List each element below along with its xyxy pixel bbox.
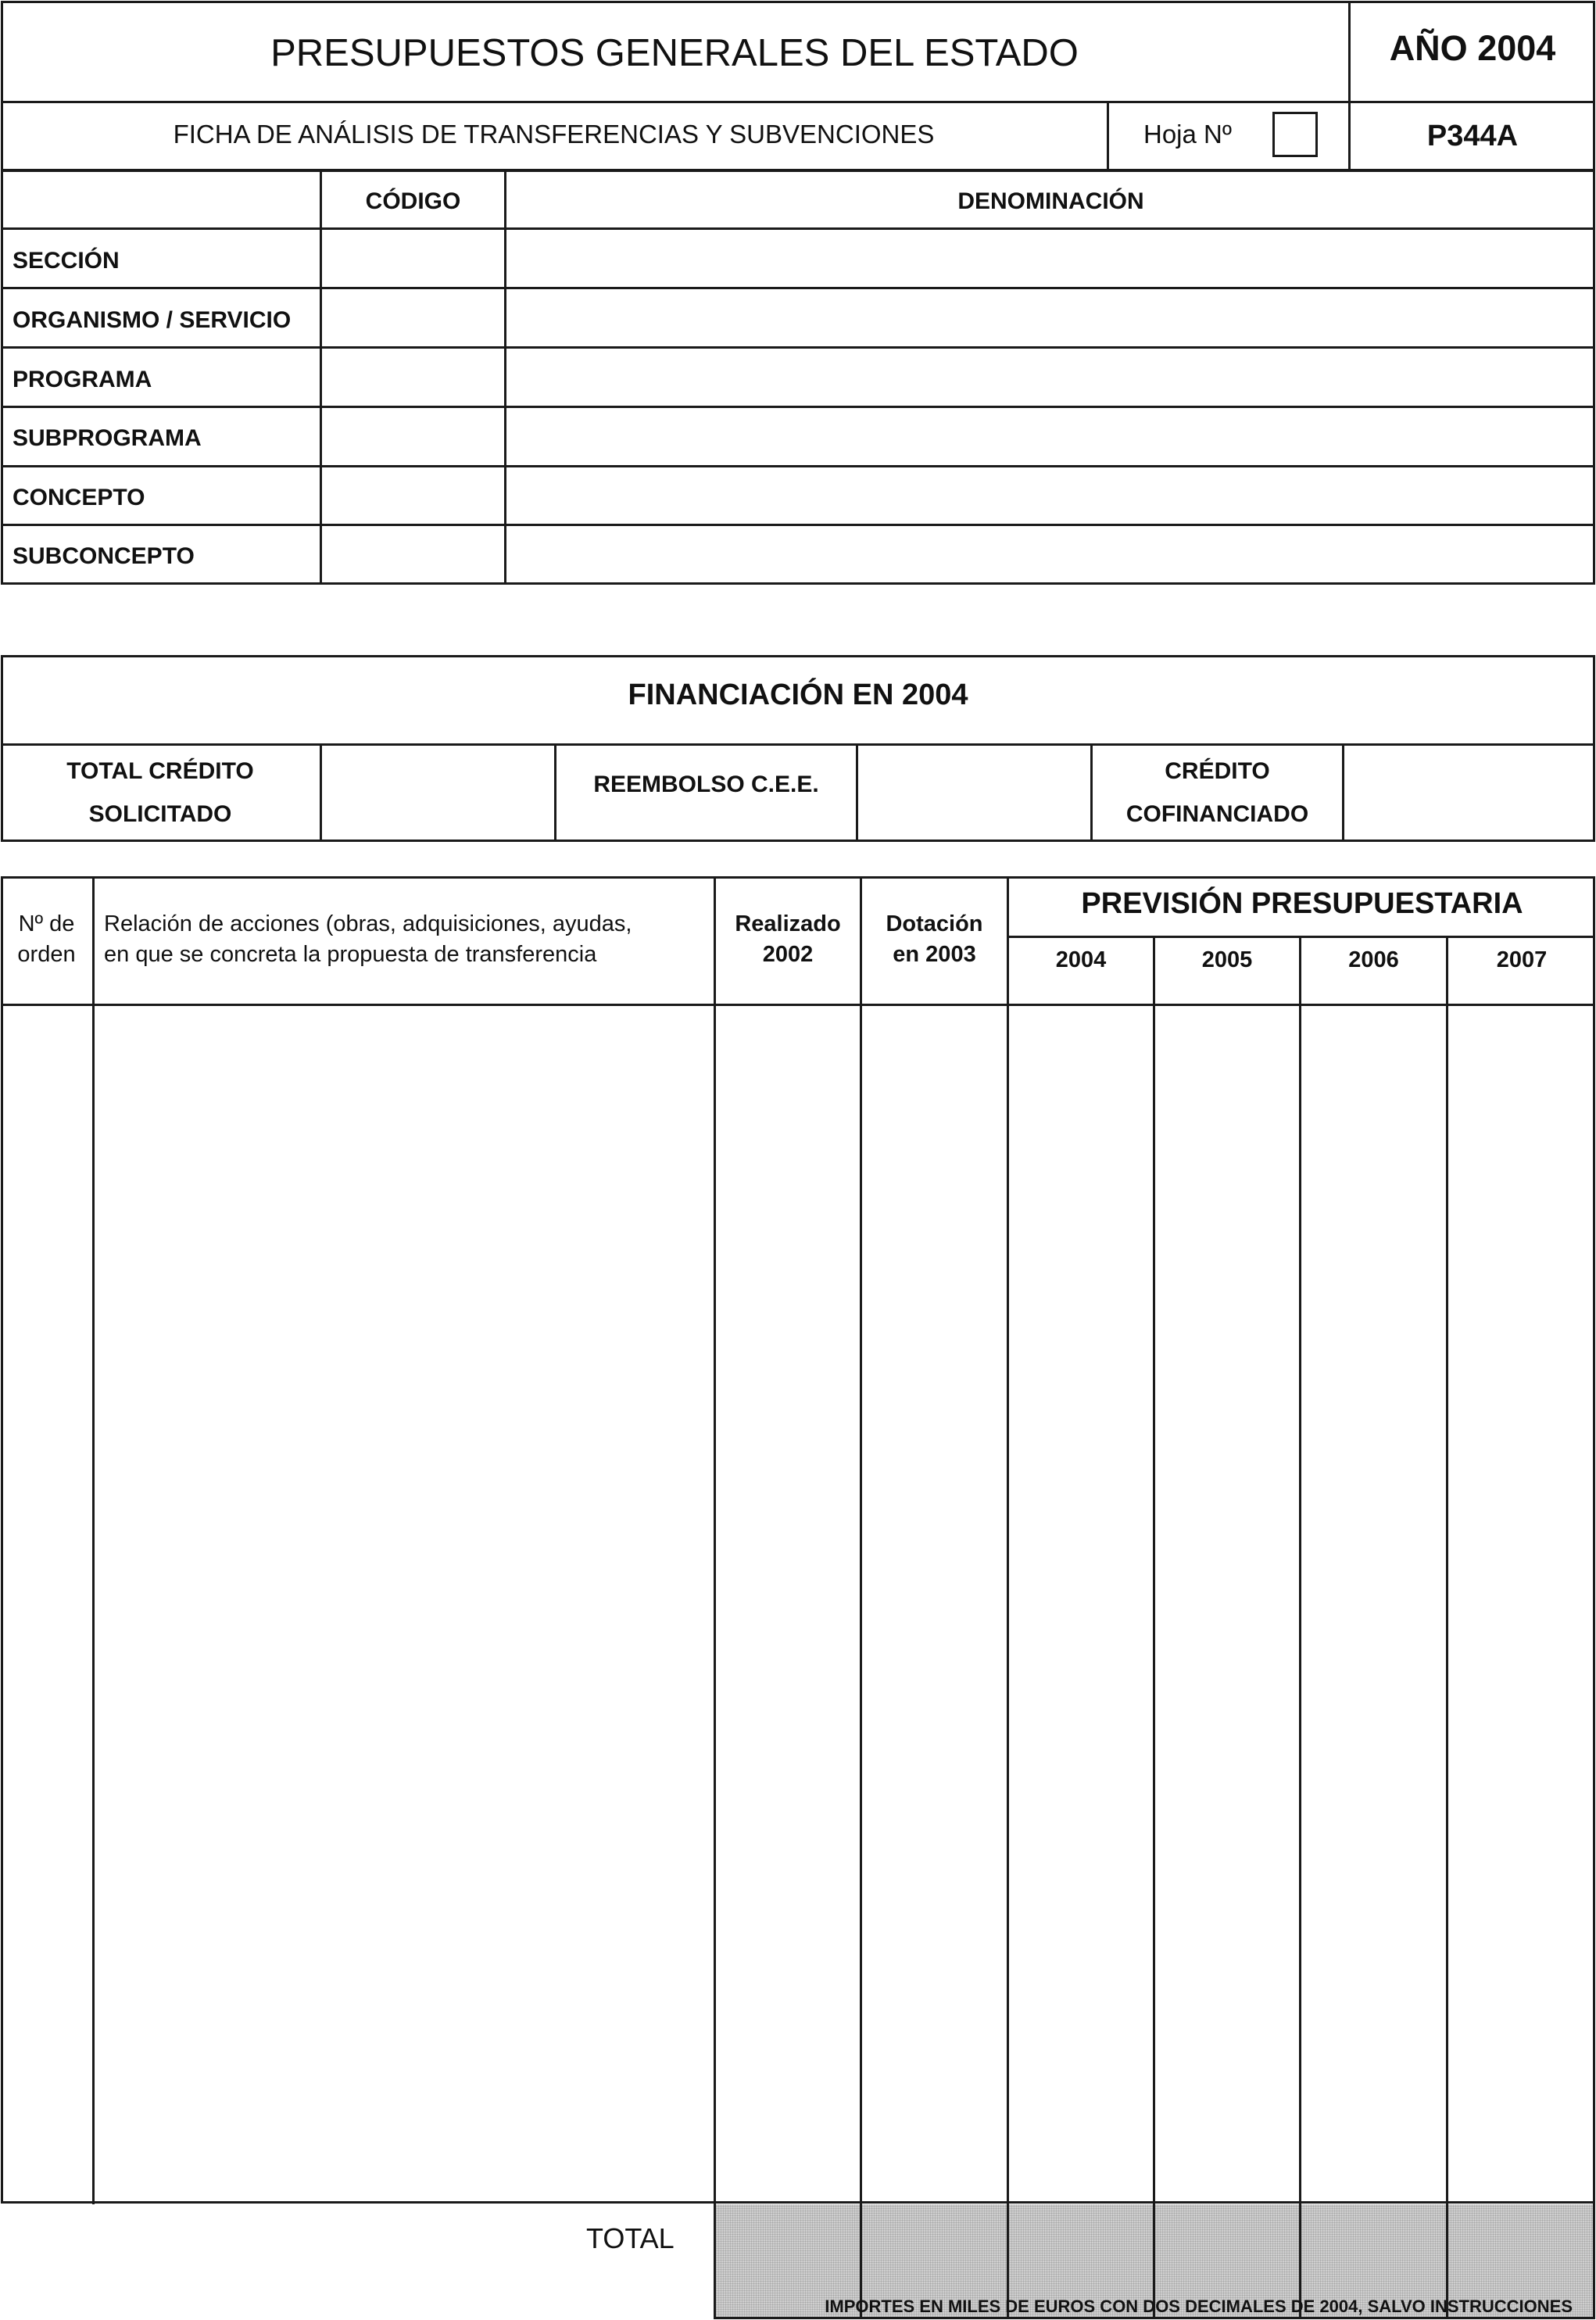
col-header-dotacion-2: en 2003 bbox=[893, 942, 976, 967]
concepto-codigo-field[interactable] bbox=[322, 467, 504, 524]
form-title: PRESUPUESTOS GENERALES DEL ESTADO bbox=[270, 32, 1079, 74]
prevision-title: PREVISIÓN PRESUPUESTARIA bbox=[1081, 887, 1523, 920]
seccion-denominacion-field[interactable] bbox=[506, 230, 1593, 287]
total-credito-field[interactable] bbox=[322, 746, 554, 840]
col-header-relacion-1: Relación de acciones (obras, adquisiciones, ayudas, bbox=[104, 911, 632, 936]
footer-note: IMPORTES EN MILES DE EUROS CON DOS DECIMALES DE 2004, SALVO INSTRUCCIONES bbox=[825, 2297, 1573, 2316]
seccion-codigo-field[interactable] bbox=[322, 230, 504, 287]
col-header-realizado-1: Realizado bbox=[735, 911, 841, 936]
credito-cofinanciado-label-1: CRÉDITO bbox=[1165, 758, 1270, 784]
col-header-orden-1: Nº de bbox=[18, 911, 75, 936]
row-label-organismo: ORGANISMO / SERVICIO bbox=[13, 307, 292, 333]
row-label-concepto: CONCEPTO bbox=[13, 485, 145, 510]
organismo-denominacion-field[interactable] bbox=[506, 289, 1593, 346]
subprograma-denominacion-field[interactable] bbox=[506, 408, 1593, 465]
form-year: AÑO 2004 bbox=[1389, 28, 1556, 68]
total-label: TOTAL bbox=[586, 2222, 675, 2254]
actions-col-divider bbox=[1593, 2202, 1595, 2319]
form-code: P344A bbox=[1426, 120, 1519, 152]
organismo-codigo-field[interactable] bbox=[322, 289, 504, 346]
col-header-year-2006: 2006 bbox=[1348, 947, 1399, 972]
subconcepto-denominacion-field[interactable] bbox=[506, 526, 1593, 582]
col-header-realizado-2: 2002 bbox=[762, 942, 814, 967]
concepto-denominacion-field[interactable] bbox=[506, 467, 1593, 524]
row-label-subprograma: SUBPROGRAMA bbox=[13, 425, 202, 451]
reembolso-label: REEMBOLSO C.E.E. bbox=[593, 772, 819, 797]
credito-cofinanciado-field[interactable] bbox=[1344, 746, 1593, 840]
col-header-codigo: CÓDIGO bbox=[365, 188, 461, 214]
row-label-subconcepto: SUBCONCEPTO bbox=[13, 543, 195, 569]
col-header-year-2005: 2005 bbox=[1201, 947, 1253, 972]
col-header-dotacion-1: Dotación bbox=[886, 911, 983, 936]
form-subtitle: FICHA DE ANÁLISIS DE TRANSFERENCIAS Y SUBVENCIONES bbox=[173, 120, 935, 149]
reembolso-field[interactable] bbox=[858, 746, 1090, 840]
subprograma-codigo-field[interactable] bbox=[322, 408, 504, 465]
programa-codigo-field[interactable] bbox=[322, 349, 504, 406]
col-header-year-2004: 2004 bbox=[1055, 947, 1107, 972]
col-header-relacion-2: en que se concreta la propuesta de transferencia bbox=[104, 942, 597, 967]
financing-title: FINANCIACIÓN EN 2004 bbox=[628, 678, 968, 711]
credito-cofinanciado-label-2: COFINANCIADO bbox=[1125, 801, 1309, 827]
row-label-programa: PROGRAMA bbox=[13, 367, 152, 392]
col-header-denominacion: DENOMINACIÓN bbox=[957, 188, 1144, 214]
subconcepto-codigo-field[interactable] bbox=[322, 526, 504, 582]
row-label-seccion: SECCIÓN bbox=[13, 248, 120, 274]
header-divider-sheet bbox=[1107, 101, 1109, 171]
col-header-year-2007: 2007 bbox=[1496, 947, 1548, 972]
header-divider-row bbox=[1, 101, 1595, 103]
programa-denominacion-field[interactable] bbox=[506, 349, 1593, 406]
sheet-number-field[interactable] bbox=[1272, 112, 1318, 157]
sheet-number-label: Hoja Nº bbox=[1143, 120, 1232, 149]
total-credito-label-2: SOLICITADO bbox=[88, 801, 232, 827]
col-header-orden-2: orden bbox=[17, 942, 76, 967]
prevision-divider bbox=[1007, 936, 1595, 938]
total-credito-label-1: TOTAL CRÉDITO bbox=[66, 758, 254, 784]
actions-entry-area[interactable] bbox=[3, 1006, 1593, 2202]
